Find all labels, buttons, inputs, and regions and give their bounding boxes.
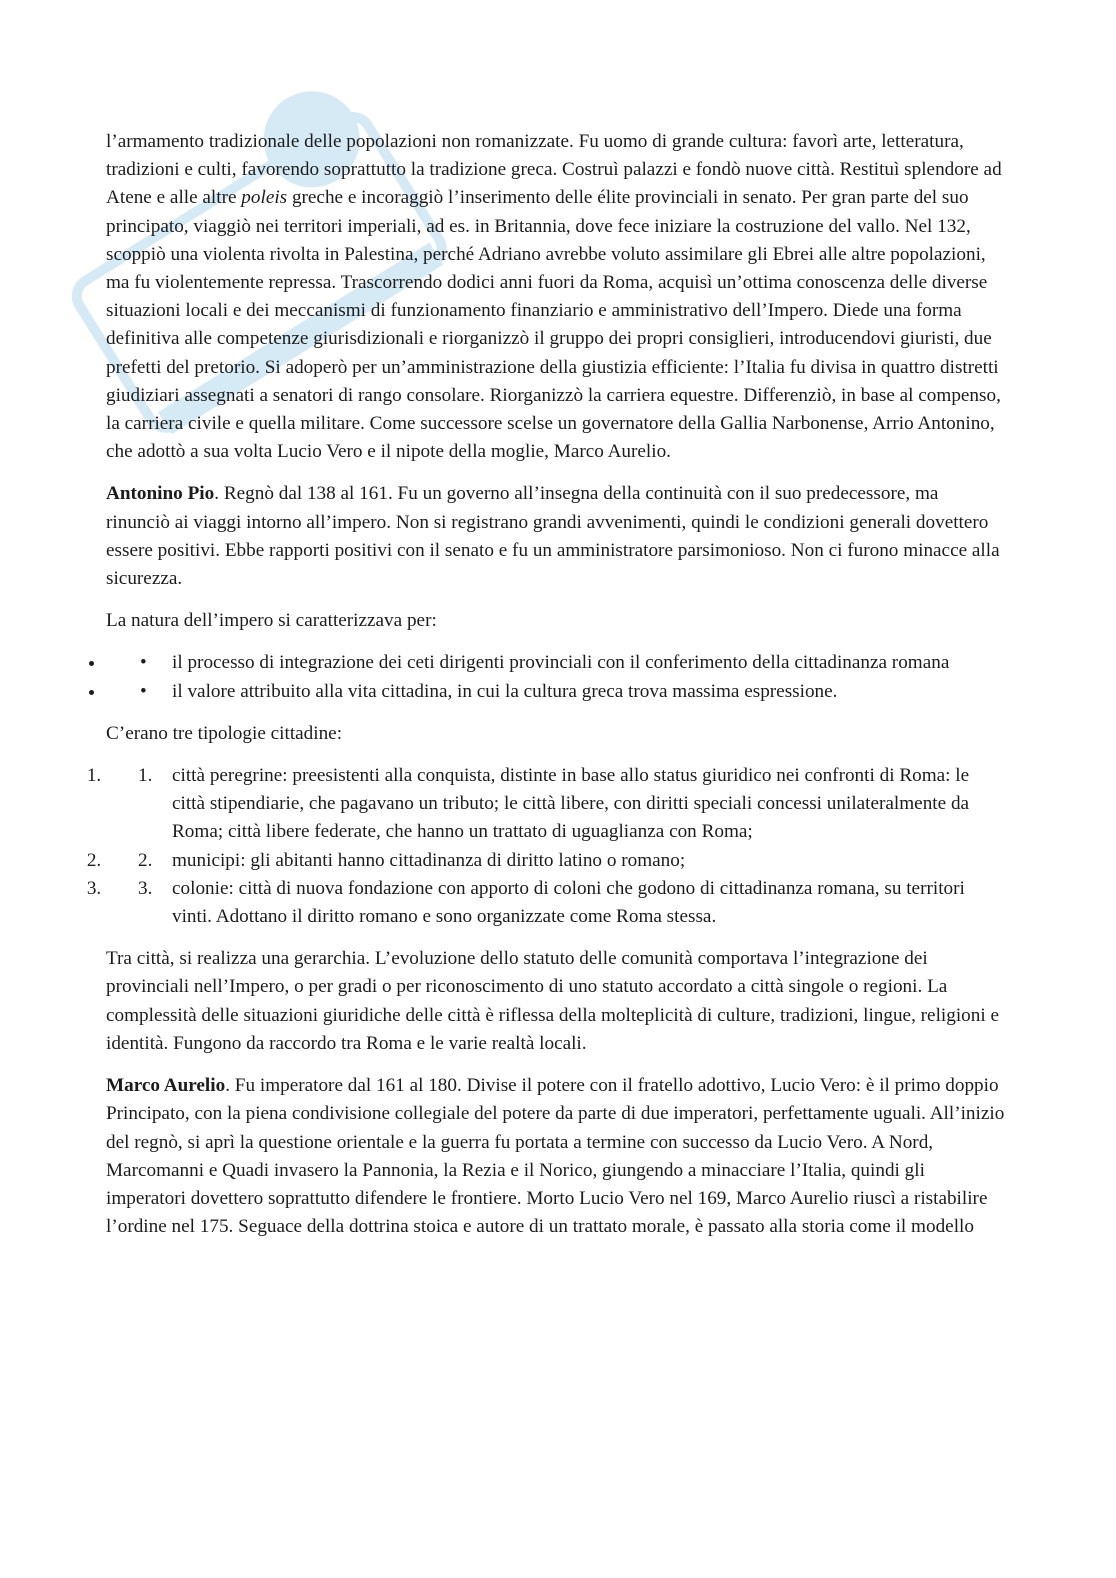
- list-item: 3. 3. colonie: città di nuova fondazione con apporto di coloni che godono di cittadinanza romana, su territori vinti. Adottano il diritto romano e sono organizzate come Roma stessa.: [106, 875, 1006, 931]
- numbered-list: [106, 762, 1006, 931]
- paragraph-gerarchia: Tra città, si realizza una gerarchia. L’evoluzione dello statuto delle comunità comportava l’integrazione dei provinciali nell’Impero, o per gradi o per riconoscimento di uno statuto accordato a città singole o regioni. La complessità delle situazioni giuridiche delle città è riflessa della molteplicità di culture, tradizioni, lingue, religioni e identità. Fungono da raccordo tra Roma e le varie realtà locali.: [106, 948, 999, 1054]
- paragraph-adriano: l’armamento tradizionale delle popolazioni non romanizzate. Fu uomo di grande cultura: favorì arte, letteratura, tradizioni e culti, favorendo soprattutto la tradizione greca. Costruì palazzi e fondò nuove città. Restituì splendore ad Atene e alle altre poleis greche e incoraggiò l’inserimento delle élite provinciali in senato. Per gran parte del suo principato, viaggiò nei territori imperiali, ad es. in Britannia, dove fece iniziare la costruzione del vallo. Nel 132, scoppiò una violenta rivolta in Palestina, perché Adriano avrebbe voluto assimilare gli Ebrei alle altre popolazioni, ma fu violentemente repressa. Trascorrendo dodici anni fuori da Roma, acquisì un’ottima conoscenza delle diverse situazioni locali e dei meccanismi di funzionamento finanziario e amministrativo dell’Impero. Diede una forma definitiva alle competenze giurisdizionali e riorganizzò il gruppo dei propri consiglieri, introducendovi giuristi, due prefetti del pretorio. Si adoperò per un’amministrazione della giustizia efficiente: l’Italia fu divisa in quattro distretti giudiziari assegnati a senatori di rango consolare. Riorganizzò la carriera equestre. Differenziò, in base al compenso, la carriera civile e quella militare. Come successore scelse un governatore della Gallia Narbonense, Arrio Antonino, che adottò a sua volta Lucio Vero e il nipote della moglie, Marco Aurelio.: [106, 131, 1002, 463]
- document-page: [106, 128, 1006, 1255]
- bullet-list: [106, 649, 1006, 705]
- emphasis-poleis: poleis: [241, 187, 288, 209]
- list-item: • • il valore attribuito alla vita cittadina, in cui la cultura greca trova massima espressione.: [106, 678, 1006, 706]
- heading-marco-aurelio: Marco Aurelio: [106, 1075, 226, 1097]
- heading-antonino-pio: Antonino Pio: [106, 483, 215, 505]
- paragraph-marco-aurelio: Marco Aurelio. Fu imperatore dal 161 al 180. Divise il potere con il fratello adottivo, Lucio Vero: è il primo doppio Principato, con la piena condivisione collegiale del potere da parte di due imperatori, perfettamente uguali. All’inizio del regnò, si aprì la questione orientale e la guerra fu portata a termine con successo da Lucio Vero. A Nord, Marcomanni e Quadi invasero la Pannonia, la Rezia e il Norico, giungendo a minacciare l’Italia, quindi gli imperatori dovettero soprattutto difendere le frontiere. Morto Lucio Vero nel 169, Marco Aurelio riuscì a ristabilire l’ordine nel 175. Seguace della dottrina stoica e autore di un trattato morale, è passato alla storia come il modello: [106, 1075, 1005, 1238]
- paragraph-natura-impero: La natura dell’impero si caratterizzava per:: [106, 610, 437, 632]
- list-item: 1. 1. città peregrine: preesistenti alla conquista, distinte in base allo status giuridico nei confronti di Roma: le città stipendiarie, che pagavano un tributo; le città libere, con diritti speciali concessi unilateralmente da Roma; città libere federate, che hanno un trattato di uguaglianza con Roma;: [106, 762, 1006, 847]
- list-item: 2. 2. municipi: gli abitanti hanno cittadinanza di diritto latino o romano;: [106, 847, 1006, 875]
- paragraph-tipologie: C’erano tre tipologie cittadine:: [106, 722, 343, 744]
- list-item: • • il processo di integrazione dei ceti dirigenti provinciali con il conferimento della cittadinanza romana: [106, 649, 1006, 677]
- paragraph-antonino-pio: Antonino Pio. Regnò dal 138 al 161. Fu un governo all’insegna della continuità con il suo predecessore, ma rinunciò ai viaggi intorno all’impero. Non si registrano grandi avvenimenti, quindi le condizioni generali dovettero essere positivi. Ebbe rapporti positivi con il senato e fu un amministratore parsimonioso. Non ci furono minacce alla sicurezza.: [106, 483, 1000, 590]
